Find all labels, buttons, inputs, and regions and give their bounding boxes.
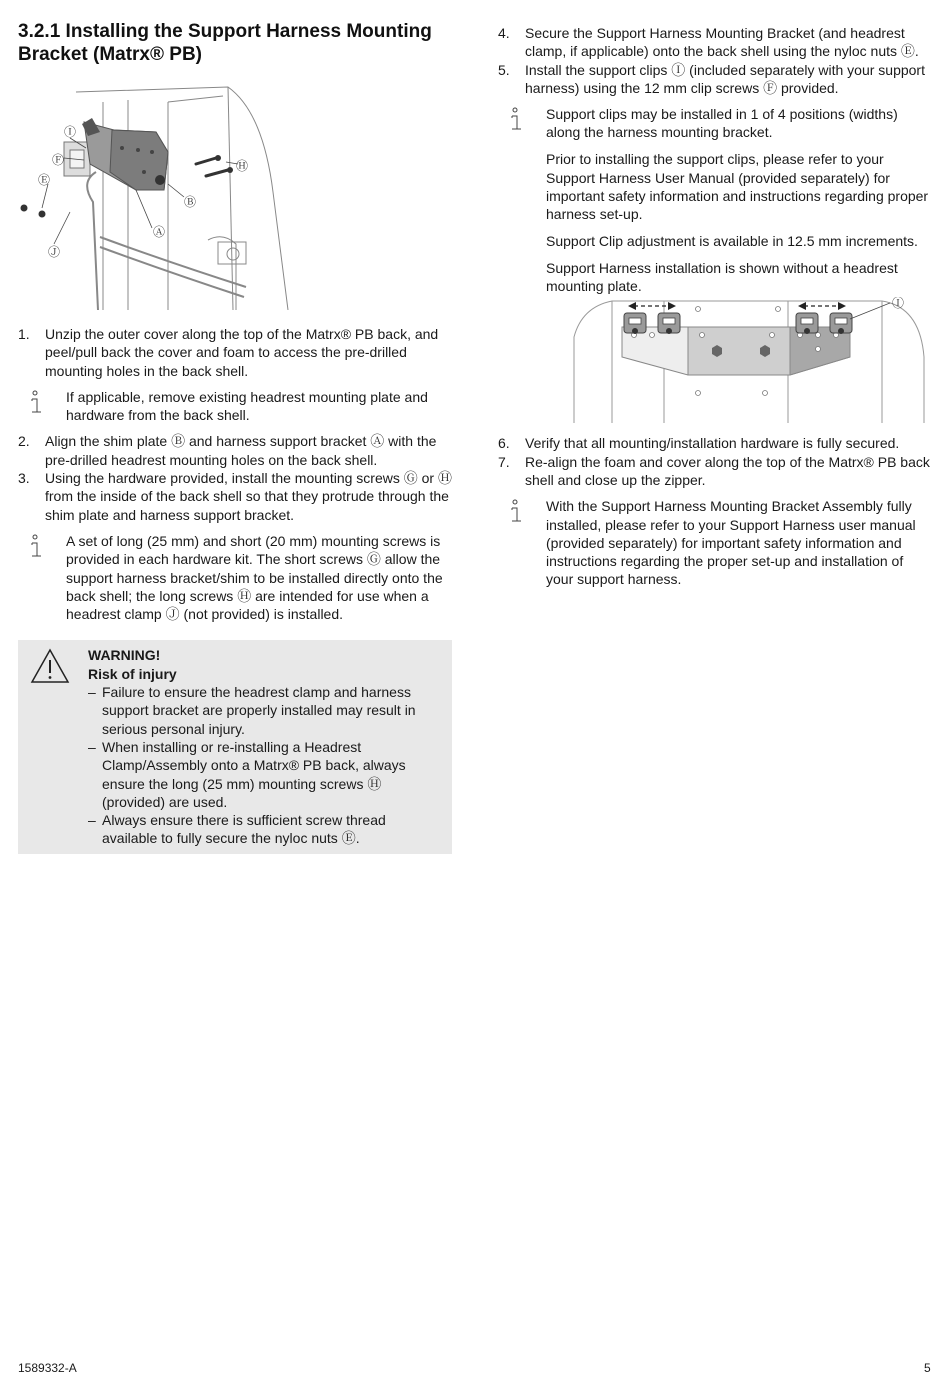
warning-triangle-icon [30, 648, 70, 684]
callout-i: Ⓘ [892, 297, 905, 311]
info-note-3 [498, 105, 934, 295]
step-number: 2. [18, 433, 30, 450]
step-number: 1. [18, 326, 30, 342]
info-icon [30, 390, 44, 416]
left-column [18, 20, 452, 854]
warning-bullet [88, 738, 442, 811]
warning-bullet [88, 811, 442, 848]
step-text: Install the support clips Ⓘ (included separately with your support harness) using the 12 mm clip screws Ⓕ provided. [525, 61, 925, 96]
section-title-line2: Bracket (Matrx® PB) [18, 44, 202, 65]
callout-e: Ⓔ [38, 173, 51, 187]
note-paragraph: Support clips may be installed in 1 of 4 positions (widths) along the harness mounting bracket. [546, 106, 898, 141]
step-number: 3. [18, 470, 30, 487]
section-title-line1: 3.2.1 Installing the Support Harness Mounting [18, 21, 432, 42]
info-icon [510, 107, 524, 133]
info-note-4 [498, 497, 934, 588]
step-3 [18, 469, 452, 524]
note-text: A set of long (25 mm) and short (20 mm) mounting screws is provided in each hardware kit. The short screws Ⓖ allow the support harness bracket/shim to be installed directly onto the back shell; the long screws Ⓗ are intended for use when a headrest clamp Ⓙ (not provided) is installed. [66, 532, 443, 623]
step-4 [498, 24, 934, 61]
step-number: 6. [498, 435, 510, 452]
warning-title: WARNING! [88, 647, 161, 664]
document-number: 1589332-A [18, 1361, 77, 1375]
steps-group-2 [18, 432, 452, 523]
steps-group-4 [498, 434, 934, 489]
step-text: Using the hardware provided, install the mounting screws Ⓖ or Ⓗ from the inside of the back shell so that they protrude through the shim plate and harness support bracket. [45, 470, 452, 523]
callout-f: Ⓕ [52, 153, 65, 167]
info-icon [30, 534, 44, 560]
right-column [498, 24, 934, 589]
note-text: If applicable, remove existing headrest mounting plate and hardware from the back shell. [66, 388, 428, 424]
note-paragraph: Prior to installing the support clips, please refer to your Support Harness User Manual (provided separately) for important safety information and instructions regarding proper harness set-up. [546, 151, 929, 223]
step-2 [18, 432, 452, 469]
step-6 [498, 434, 934, 452]
page-number: 5 [924, 1361, 931, 1375]
step-number: 7. [498, 453, 510, 470]
step-number: 4. [498, 25, 510, 41]
section-title [18, 20, 452, 66]
bullet-text: When installing or re-installing a Headrest Clamp/Assembly onto a Matrx® PB back, always ensure the long (25 mm) mounting screws Ⓗ (provided) are used. [102, 738, 406, 810]
bullet-text: Failure to ensure the headrest clamp and harness support bracket are properly installed may result in serious personal injury. [102, 684, 416, 737]
callout-j: Ⓙ [48, 245, 61, 259]
step-text: Verify that all mounting/installation hardware is fully secured. [525, 435, 900, 452]
steps-group-3 [498, 24, 934, 97]
bullet-dash: – [88, 738, 96, 755]
step-7 [498, 453, 934, 490]
step-text: Re-align the foam and cover along the top of the Matrx® PB back shell and close up the zipper. [525, 453, 930, 488]
warning-bullet [88, 683, 442, 738]
warning-subtitle: Risk of injury [88, 665, 177, 682]
info-icon [510, 499, 524, 525]
support-clip-figure [552, 297, 932, 423]
callout-b: Ⓑ [184, 195, 197, 209]
info-note-1 [18, 388, 452, 425]
callout-h: Ⓗ [236, 159, 249, 173]
step-text: Align the shim plate Ⓑ and harness support bracket Ⓐ with the pre-drilled headrest mounting holes on the back shell. [45, 433, 437, 468]
steps-group-1 [18, 325, 452, 380]
note-paragraph: Support Clip adjustment is available in 12.5 mm increments. [546, 232, 918, 249]
step-1 [18, 325, 452, 380]
info-note-2 [18, 532, 452, 623]
callout-a: Ⓐ [153, 225, 166, 239]
bullet-dash: – [88, 812, 96, 829]
step-text: Unzip the outer cover along the top of the Matrx® PB back, and peel/pull back the cover and foam to access the pre-drilled mounting holes in the back shell. [45, 326, 439, 379]
callout-i: Ⓘ [64, 125, 77, 139]
step-5 [498, 61, 934, 98]
bracket-installation-figure [18, 72, 318, 310]
step-text: Secure the Support Harness Mounting Bracket (and headrest clamp, if applicable) onto the back shell using the nyloc nuts Ⓔ. [525, 25, 919, 60]
bullet-dash: – [88, 684, 96, 701]
warning-box [18, 640, 452, 853]
note-text: With the Support Harness Mounting Bracket Assembly fully installed, please refer to your Support Harness user manual (provided separately) for important safety information and instructions regarding the proper set-up and installation of your support harness. [546, 498, 916, 588]
note-paragraph: Support Harness installation is shown without a headrest mounting plate. [546, 259, 898, 295]
bullet-text: Always ensure there is sufficient screw thread available to fully secure the nyloc nuts Ⓔ. [102, 812, 386, 847]
step-number: 5. [498, 61, 510, 78]
